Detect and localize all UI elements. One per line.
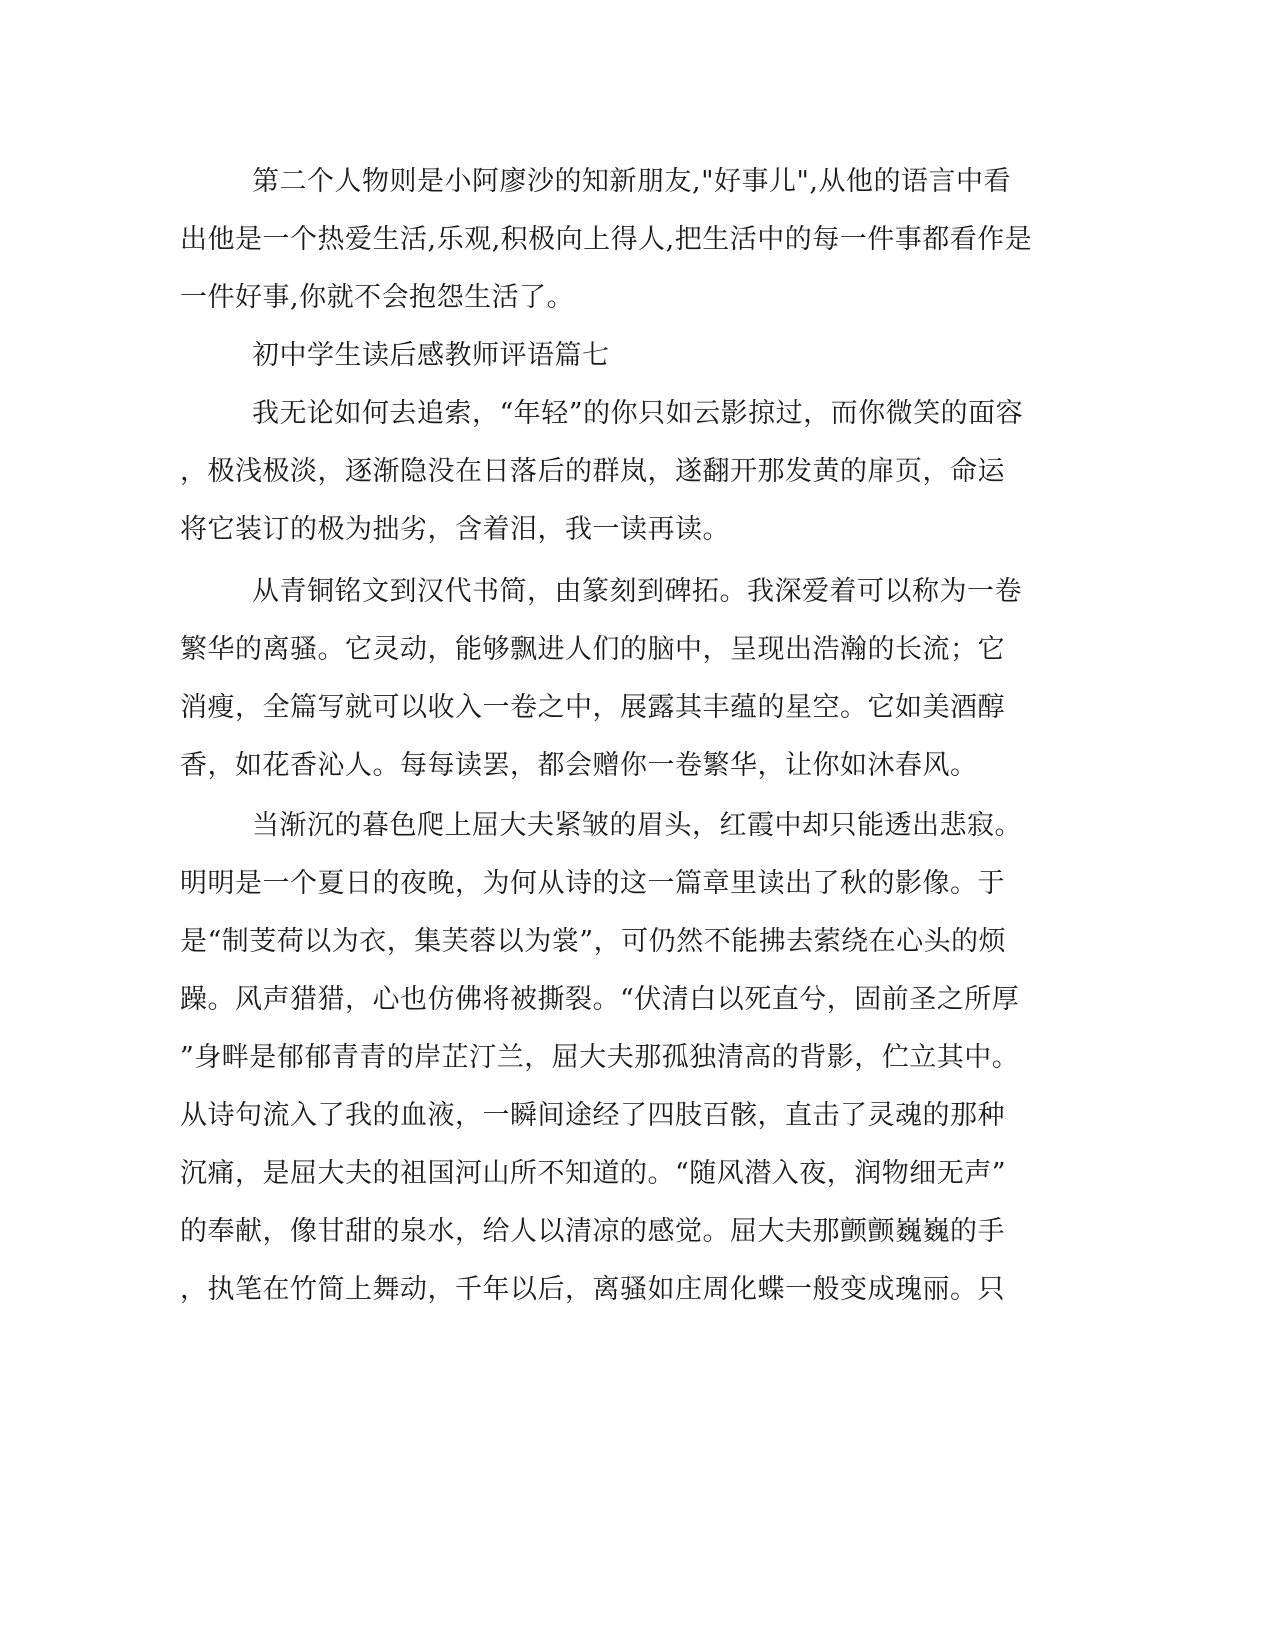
text-line: ，极浅极淡，逐渐隐没在日落后的群岚，遂翻开那发黄的扉页，命运 [180, 456, 1005, 487]
text-line: 是“制芰荷以为衣，集芙蓉以为裳”，可仍然不能拂去萦绕在心头的烦 [180, 926, 1007, 957]
text-line: 沉痛，是屈大夫的祖国河山所不知道的。“随风潜入夜，润物细无声” [180, 1158, 1007, 1189]
text-line: ，执笔在竹简上舞动，千年以后，离骚如庄周化蝶一般变成瑰丽。只 [180, 1274, 1005, 1305]
section-heading: 初中学生读后感教师评语篇七 [252, 340, 610, 371]
text-line: 繁华的离骚。它灵动，能够飘进人们的脑中，呈现出浩瀚的长流；它 [180, 634, 1005, 665]
text-line: 的奉献，像甘甜的泉水，给人以清凉的感觉。屈大夫那颤颤巍巍的手 [180, 1216, 1005, 1247]
text-line: 从诗句流入了我的血液，一瞬间途经了四肢百骸，直击了灵魂的那种 [180, 1100, 1005, 1131]
text-line: 出他是一个热爱生活,乐观,积极向上得人,把生活中的每一件事都看作是 [180, 224, 1033, 255]
text-line: 一件好事,你就不会抱怨生活了。 [180, 282, 575, 313]
text-line: 明明是一个夏日的夜晚，为何从诗的这一篇章里读出了秋的影像。于 [180, 868, 1005, 899]
text-line: 当渐沉的暮色爬上屈大夫紧皱的眉头，红霞中却只能透出悲寂。 [252, 810, 1022, 841]
text-line: 从青铜铭文到汉代书简，由篆刻到碑拓。我深爱着可以称为一卷 [252, 576, 1022, 607]
text-line: 我无论如何去追索，“年轻”的你只如云影掠过，而你微笑的面容 [252, 398, 1024, 429]
text-line: 躁。风声猎猎，心也仿佛将被撕裂。“伏清白以死直兮，固前圣之所厚 [180, 984, 1020, 1015]
text-line: 消瘦，全篇写就可以收入一卷之中，展露其丰蕴的星空。它如美酒醇 [180, 692, 1005, 723]
text-line: ”身畔是郁郁青青的岸芷汀兰，屈大夫那孤独清高的背影，伫立其中。 [180, 1042, 1020, 1073]
text-line: 将它装订的极为拙劣，含着泪，我一读再读。 [180, 514, 730, 545]
text-line: 第二个人物则是小阿廖沙的知新朋友,"好事儿",从他的语言中看 [252, 166, 1012, 197]
text-line: 香，如花香沁人。每每读罢，都会赠你一卷繁华，让你如沐春风。 [180, 750, 978, 781]
